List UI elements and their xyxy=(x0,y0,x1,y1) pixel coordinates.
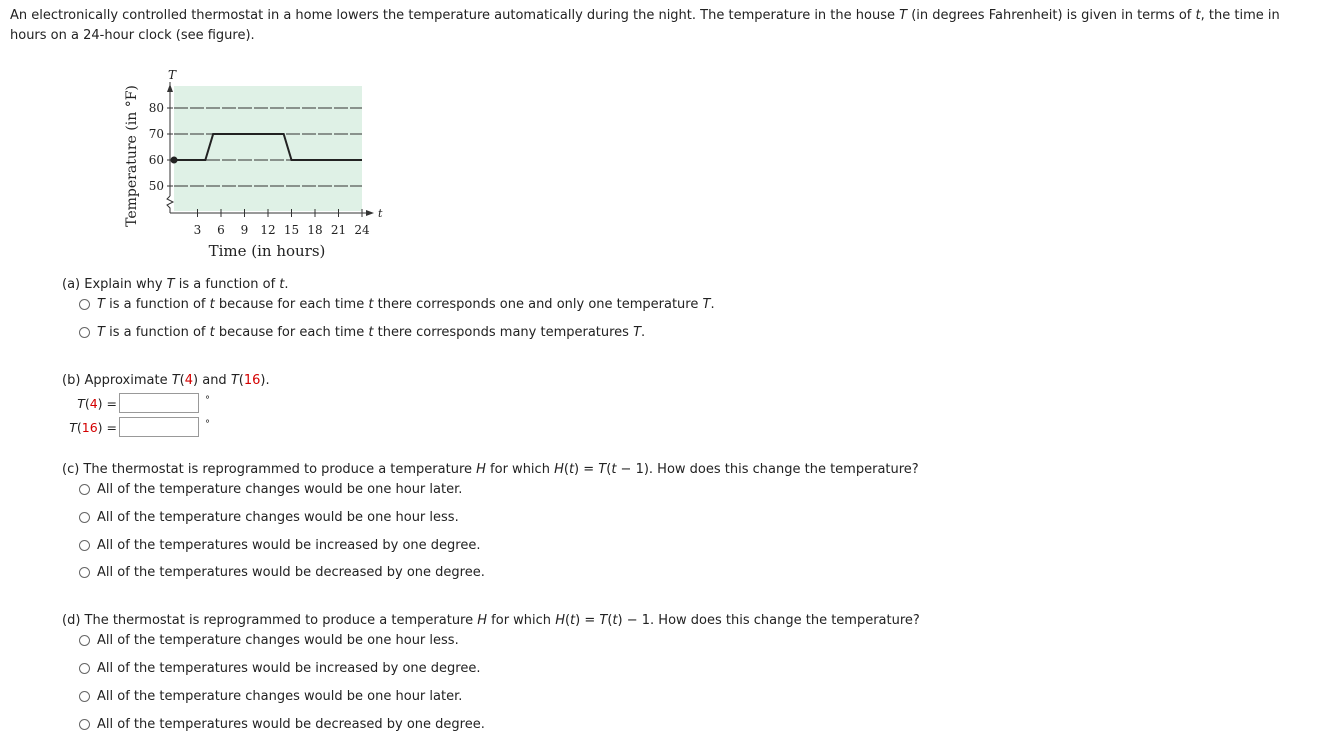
radio-button[interactable] xyxy=(79,327,90,338)
radio-button[interactable] xyxy=(79,299,90,310)
y-axis-arrowhead xyxy=(167,84,173,92)
part-a-option-2[interactable] xyxy=(79,325,645,340)
y-axis-title: Temperature (in °F) xyxy=(124,85,140,227)
option-label: All of the temperatures would be decreased by one degree. xyxy=(97,565,485,580)
radio-button[interactable] xyxy=(79,540,90,551)
x-tick-label: 9 xyxy=(240,223,249,237)
part-d-prompt: (d) The thermostat is reprogrammed to produce a temperature H for which H(t) = T(t) − 1. How does this change the temperature? xyxy=(62,613,920,628)
answer-row-T16 xyxy=(62,417,210,437)
shaded-plot-area xyxy=(174,86,362,211)
x-tick-label: 12 xyxy=(260,223,276,237)
degree-unit: ° xyxy=(205,418,210,430)
y-tick-label: 70 xyxy=(148,127,164,141)
problem-intro xyxy=(10,6,1305,46)
radio-button[interactable] xyxy=(79,719,90,730)
x-tick-label: 24 xyxy=(354,223,370,237)
x-tick-label: 18 xyxy=(307,223,323,237)
option-label: T is a function of t because for each time t there corresponds many temperatures T. xyxy=(97,325,646,340)
part-d-option-2[interactable] xyxy=(79,661,480,676)
part-b-prompt: (b) Approximate T(4) and T(16). xyxy=(62,373,270,388)
intro-text-1: An electronically controlled thermostat in a home lowers the temperature automatically during the night. The temperature in the house xyxy=(10,8,900,23)
radio-button[interactable] xyxy=(79,635,90,646)
answer-label: T(16) = xyxy=(69,419,117,435)
option-label: All of the temperatures would be increased by one degree. xyxy=(97,661,481,676)
x-tick-label: 3 xyxy=(193,223,202,237)
x-tick-label: 15 xyxy=(283,223,300,237)
y-tick-label: 50 xyxy=(148,179,164,193)
intro-var-t: t xyxy=(1195,8,1201,23)
part-c-option-4[interactable] xyxy=(79,565,485,580)
part-c-option-1[interactable] xyxy=(79,482,462,497)
option-label: All of the temperatures would be increased by one degree. xyxy=(97,538,481,553)
x-tick-label: 21 xyxy=(330,223,347,237)
option-label: All of the temperature changes would be one hour less. xyxy=(97,633,459,648)
radio-button[interactable] xyxy=(79,691,90,702)
radio-button[interactable] xyxy=(79,512,90,523)
option-label: All of the temperature changes would be one hour later. xyxy=(97,689,463,704)
answer-input-T4[interactable] xyxy=(119,393,199,413)
part-a-option-1[interactable] xyxy=(79,297,715,312)
thermostat-graph xyxy=(110,62,400,272)
radio-button[interactable] xyxy=(79,484,90,495)
part-a-prompt xyxy=(62,277,289,292)
part-a-var-t: t xyxy=(279,277,285,292)
intro-var-T: T xyxy=(899,8,908,23)
series-start-point xyxy=(171,157,178,164)
part-c-prompt: (c) The thermostat is reprogrammed to produce a temperature H for which H(t) = T(t − 1). How does this change the temperature? xyxy=(62,462,919,477)
part-a-text: (a) Explain why xyxy=(62,277,167,292)
option-label: All of the temperature changes would be one hour less. xyxy=(97,510,459,525)
intro-text-2: (in degrees Fahrenheit) is given in terms of xyxy=(907,8,1196,23)
y-tick-label: 80 xyxy=(148,101,164,115)
thermostat-chart-svg xyxy=(110,62,400,272)
part-d-option-1[interactable] xyxy=(79,633,459,648)
x-axis-arrowhead xyxy=(366,210,374,216)
part-a-var-T: T xyxy=(166,277,175,292)
radio-button[interactable] xyxy=(79,663,90,674)
part-c-option-2[interactable] xyxy=(79,510,459,525)
y-axis-variable-label: T xyxy=(167,68,177,82)
part-d-option-3[interactable] xyxy=(79,689,462,704)
part-a-text-2: is a function of xyxy=(174,277,280,292)
y-axis-break-mark xyxy=(167,196,173,213)
part-a-text-3: . xyxy=(284,277,289,292)
x-tick-label: 6 xyxy=(217,223,225,237)
radio-button[interactable] xyxy=(79,567,90,578)
answer-input-T16[interactable] xyxy=(119,417,199,437)
answer-row-T4 xyxy=(62,393,210,413)
part-c-option-3[interactable] xyxy=(79,538,480,553)
degree-unit: ° xyxy=(205,394,210,406)
answer-label: T(4) = xyxy=(77,395,117,411)
intro-text-3: , the time in hours on a 24-hour clock (see figure). xyxy=(10,8,1280,43)
option-label: All of the temperatures would be decreased by one degree. xyxy=(97,717,485,732)
x-axis-variable-label: t xyxy=(378,207,383,220)
x-axis-title: Time (in hours) xyxy=(208,242,326,260)
option-label: All of the temperature changes would be one hour later. xyxy=(97,482,463,497)
part-d-option-4[interactable] xyxy=(79,717,485,732)
option-label: T is a function of t because for each time t there corresponds one and only one temperature T. xyxy=(97,297,715,312)
y-tick-label: 60 xyxy=(148,153,164,167)
